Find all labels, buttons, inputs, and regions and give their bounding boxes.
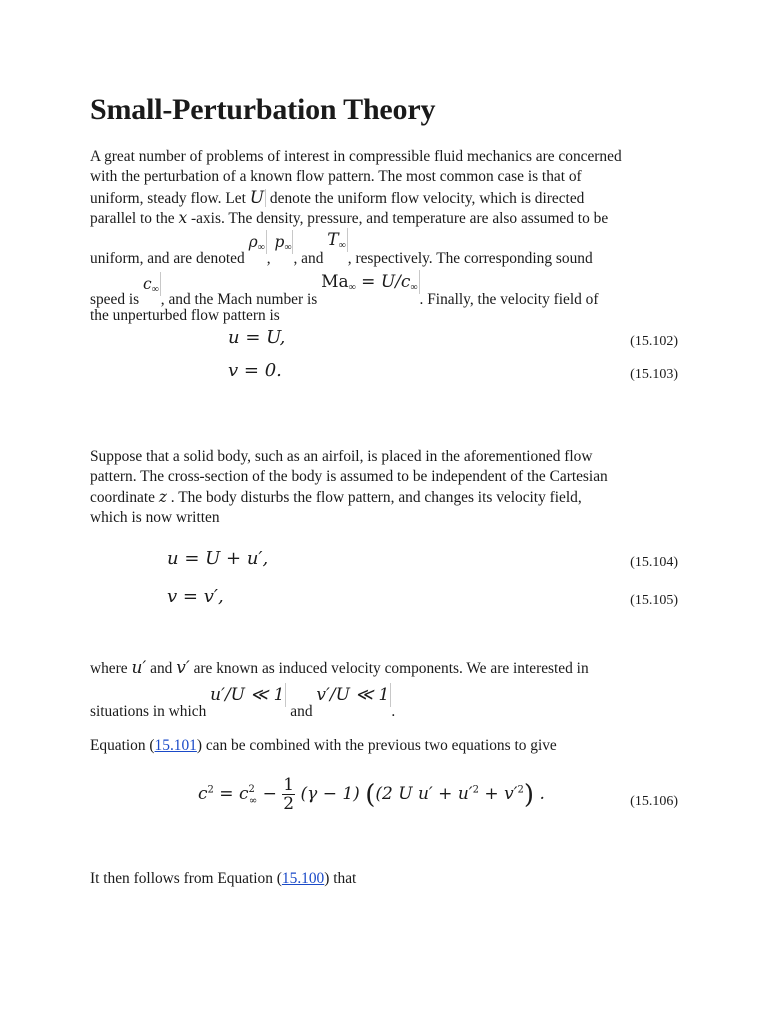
text-segment: parallel to the: [90, 210, 175, 227]
paragraph-2-line-2: pattern. The cross-section of the body is assumed to be independent of the Cartesian: [90, 468, 608, 485]
equation-number-15-105: (15.105): [630, 593, 678, 608]
paragraph-5: [90, 870, 356, 888]
math-z: z: [158, 488, 167, 506]
text-segment: speed is: [90, 291, 140, 308]
math-T-inf: $T_\infty$: [327, 230, 346, 251]
paragraph-1-line-3: [90, 188, 584, 208]
paragraph-3-line-2: [90, 685, 396, 723]
math-x: x: [178, 209, 188, 227]
math-marker: [160, 272, 161, 296]
text-segment: , respectively. The corresponding sound: [347, 250, 593, 267]
text-segment: where: [90, 660, 128, 677]
text-segment: ) can be combined with the previous two equations to give: [196, 737, 557, 754]
text-segment: . Finally, the velocity field of: [419, 291, 599, 308]
equation-15-106: $c^2 = c^2_\infty$ − $\frac{1}{2}$ (γ − 1) ((2 U $u' + u'^2 + v'^2$) .: [198, 775, 545, 814]
paragraph-1-line-1: A great number of problems of interest in compressible fluid mechanics are concerned: [90, 148, 622, 165]
text-segment: It then follows from Equation (: [90, 870, 282, 887]
text-segment: .: [391, 703, 396, 720]
math-marker: [265, 189, 266, 207]
paragraph-2-line-1: Suppose that a solid body, such as an airfoil, is placed in the aforementioned flow: [90, 448, 593, 465]
math-marker: [390, 683, 391, 707]
paragraph-3-line-1: [90, 658, 589, 678]
paragraph-1-line-5: [90, 230, 593, 270]
paragraph-1-line-4: [90, 209, 608, 228]
text-segment: coordinate: [90, 489, 155, 506]
math-mach-number: $Ma_\infty = U/c_\infty$: [321, 272, 418, 293]
text-segment: , and the Mach number is: [160, 291, 318, 308]
text-segment: , and: [293, 250, 324, 267]
math-marker: [285, 683, 286, 707]
math-c-inf: $c_\infty$: [143, 276, 161, 293]
text-segment: and: [150, 660, 173, 677]
math-u-prime: u′: [131, 658, 147, 678]
text-segment: ,: [266, 250, 271, 267]
text-segment: uniform, steady flow. Let: [90, 190, 246, 207]
equation-link-15-101[interactable]: 15.101: [154, 737, 197, 754]
equation-15-105: v = v′,: [167, 586, 224, 607]
equation-link-15-100[interactable]: 15.100: [281, 870, 325, 887]
paragraph-1-line-2: with the perturbation of a known flow pattern. The most common case is that of: [90, 168, 582, 185]
math-rho-inf: $\rho_\infty$: [249, 234, 267, 251]
text-segment: ) that: [324, 870, 357, 887]
text-segment: -axis. The density, pressure, and temperature are also assumed to be: [191, 210, 609, 227]
text-segment: uniform, and are denoted: [90, 250, 245, 267]
text-segment: Equation (: [90, 737, 155, 754]
paragraph-4: [90, 737, 557, 755]
fraction-one-half: $\frac{1}{2}$: [283, 775, 295, 814]
equation-number-15-104: (15.104): [630, 555, 678, 570]
math-condition-v: v′/U ≪ 1: [316, 685, 390, 705]
paragraph-1-line-7: the unperturbed flow pattern is: [90, 307, 280, 324]
equation-number-15-102: (15.102): [630, 334, 678, 349]
equation-15-102: u = U,: [228, 327, 286, 348]
equation-15-103: v = 0.: [228, 360, 282, 381]
equation-number-15-103: (15.103): [630, 367, 678, 382]
math-U: U: [249, 188, 265, 208]
page-title: Small-Perturbation Theory: [90, 93, 436, 126]
math-marker: [292, 230, 293, 254]
equation-number-15-106: (15.106): [630, 794, 678, 809]
math-marker: [347, 228, 348, 252]
math-condition-u: u′/U ≪ 1: [210, 685, 285, 705]
math-marker: [419, 270, 420, 294]
text-segment: denote the uniform flow velocity, which is directed: [269, 190, 585, 207]
text-segment: and: [290, 703, 313, 720]
math-v-prime: v′: [176, 658, 190, 678]
text-segment: . The body disturbs the flow pattern, and changes its velocity field,: [170, 489, 582, 506]
paragraph-2-line-3: [90, 488, 582, 507]
text-segment: are known as induced velocity components. We are interested in: [193, 660, 589, 677]
paragraph-2-line-4: which is now written: [90, 509, 220, 526]
math-marker: [266, 230, 267, 254]
text-segment: situations in which: [90, 703, 207, 720]
equation-15-104: u = U + u′,: [167, 548, 269, 569]
math-p-inf: $p_\infty$: [274, 234, 293, 251]
